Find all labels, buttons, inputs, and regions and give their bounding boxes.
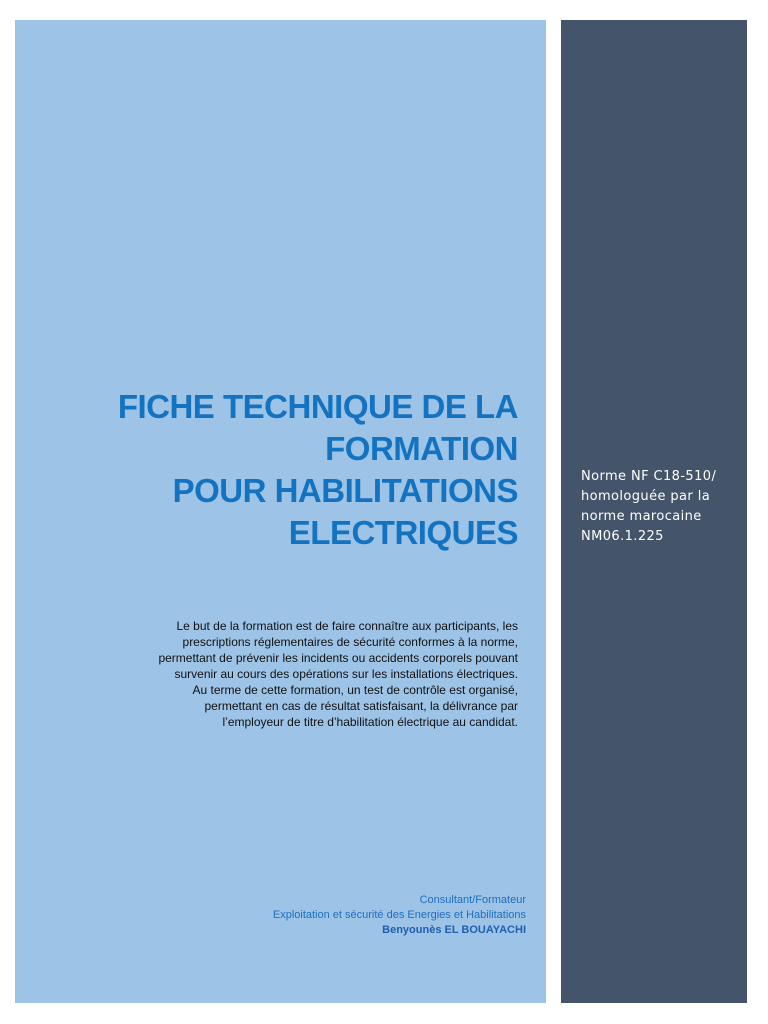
author-role: Consultant/Formateur [419, 894, 526, 906]
author-name: Benyounès EL BOUAYACHI [382, 924, 526, 936]
document-abstract [88, 618, 518, 730]
abstract-line-1: Le but de la formation est de faire connaître aux participants, les [176, 619, 518, 633]
title-line-2: FORMATION [325, 430, 518, 467]
cover-main-panel [15, 20, 546, 1003]
title-line-3: POUR HABILITATIONS [172, 472, 518, 509]
abstract-line-2: prescriptions réglementaires de sécurité conformes à la norme, [182, 635, 518, 649]
norm-line-4: NM06.1.225 [581, 529, 664, 544]
abstract-line-7: l’employeur de titre d’habilitation électrique au candidat. [222, 715, 518, 729]
author-block [186, 893, 526, 938]
abstract-line-4: survenir au cours des opérations sur les installations électriques. [174, 667, 518, 681]
norm-line-2: homologuée par la [581, 489, 711, 504]
document-title [48, 386, 518, 554]
norm-line-3: norme marocaine [581, 509, 702, 524]
title-line-1: FICHE TECHNIQUE DE LA [117, 388, 518, 425]
abstract-line-6: permettant en cas de résultat satisfaisant, la délivrance par [204, 699, 518, 713]
title-line-4: ELECTRIQUES [288, 514, 518, 551]
cover-side-panel [561, 20, 747, 1003]
abstract-line-3: permettant de prévenir les incidents ou accidents corporels pouvant [158, 651, 518, 665]
norm-line-1: Norme NF C18-510/ [581, 469, 717, 484]
abstract-line-5: Au terme de cette formation, un test de contrôle est organisé, [192, 683, 518, 697]
norm-reference [581, 467, 741, 547]
author-department: Exploitation et sécurité des Energies et Habilitations [272, 909, 526, 921]
